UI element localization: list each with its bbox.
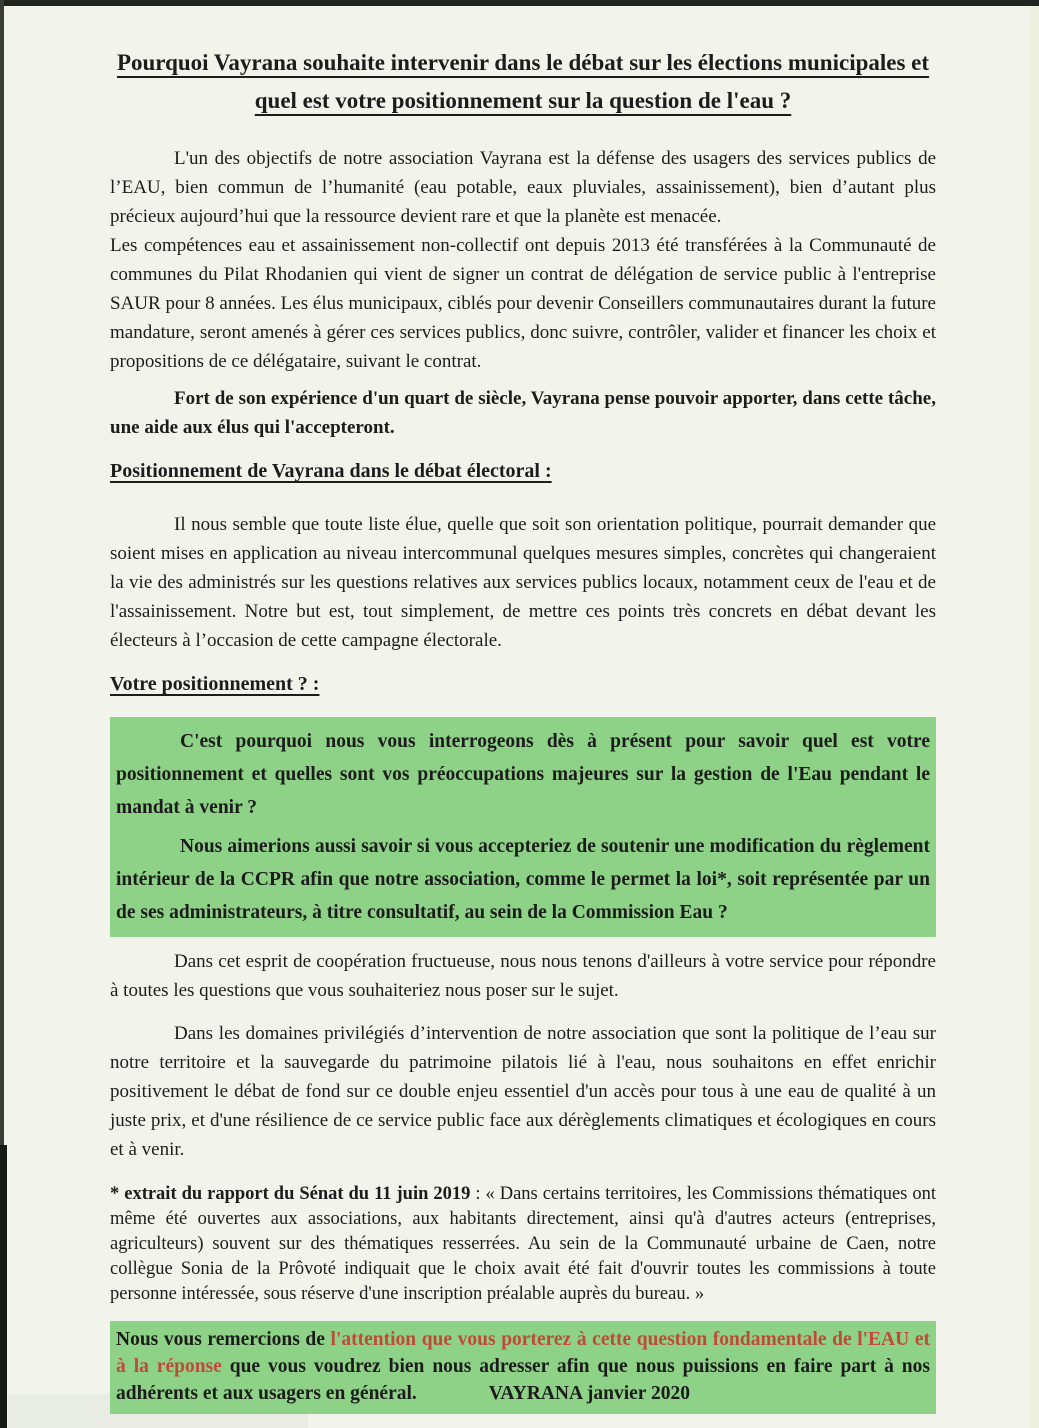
signature: VAYRANA janvier 2020 (488, 1383, 690, 1404)
paragraph-question-reglement: Nous aimerions aussi savoir si vous accepteriez de soutenir une modification du règlement intérieur de la CCPR afin que notre association, comme le permet la loi*, soit représentée par un de ses administrateurs, à titre consultatif, au sein de la Commission Eau ? (116, 836, 930, 923)
paragraph-liste-elue: Il nous semble que toute liste élue, quelle que soit son orientation politique, pourrait demander que soient mises en application au niveau intercommunal quelques mesures simples, concrètes qui changeraient la vie des administrés sur les questions relatives aux services publics locaux, notamment ceux de l'eau et de l'assainissement. Notre but est, tout simplement, de mettre ces points très concrets en débat devant les électeurs à l’occasion de cette campagne électorale. (110, 514, 936, 651)
document-title: Pourquoi Vayrana souhaite intervenir dans le débat sur les élections municipales et quel est votre positionnement sur la question de l'eau ? (116, 50, 930, 113)
scan-edge-left-bottom (0, 1145, 7, 1428)
paragraph-experience: Fort de son expérience d'un quart de siècle, Vayrana pense pouvoir apporter, dans cette tâche, une aide aux élus qui l'accepteront. (110, 388, 936, 438)
paragraph-closing (116, 1326, 930, 1407)
paragraph-question-positionnement: C'est pourquoi nous vous interrogeons dès à présent pour savoir quel est votre positionnement et quelles sont vos préoccupations majeures sur la gestion de l'Eau pendant le mandat à venir ? (116, 731, 930, 818)
footnote-lead: * extrait du rapport du Sénat du 11 juin 2019 (110, 1184, 471, 1204)
paragraph-cooperation: Dans cet esprit de coopération fructueuse, nous nous tenons d'ailleurs à votre service pour répondre à toutes les questions que vous souhaiteriez nous poser sur le sujet. (110, 951, 936, 1001)
closing-text-start: Nous vous remercions de (116, 1329, 331, 1350)
footnote-body: : « Dans certains territoires, les Commissions thématiques ont même été ouvertes aux associations, aux habitants directement, ainsi qu'à d'autres acteurs (entreprises, agriculteurs) souvent sur des thématiques resserrées. Au sein de la Communauté urbaine de Caen, notre collègue Sonia de la Prôvoté indiquait que le choix avait été fait d'ouvrir toutes les commissions à toute personne intéressée, sous réserve d'une inscription préalable auprès du bureau. » (110, 1184, 936, 1304)
closing-red-emphasis: l'attention que vous porterez à cette question fondamentale de l'EAU et à la réponse (116, 1329, 930, 1377)
paragraph-intro: L'un des objectifs de notre association Vayrana est la défense des usagers des services publics de l’EAU, bien commun de l’humanité (eau potable, eaux pluviales, assainissement), bien d’autant plus précieux aujourd’hui que la ressource devient rare et que la planète est menacée. (110, 148, 936, 227)
paragraph-domaines: Dans les domaines privilégiés d’intervention de notre association que sont la politique de l’eau sur notre territoire et la sauvegarde du patrimoine pilatois lié à l'eau, nous souhaitons en effet enrichir positivement le débat de fond sur ce double enjeu essentiel d'un accès pour tous à une eau de qualité à un juste prix, et d'une résilience de ce service public face aux dérèglements climatiques et écologiques en cours et à venir. (110, 1023, 936, 1160)
footnote-senat (110, 1182, 936, 1307)
heading-votre-positionnement: Votre positionnement ? : (110, 673, 320, 695)
highlight-block-questions (110, 717, 936, 937)
highlight-block-closing (110, 1321, 936, 1414)
document-content (110, 0, 936, 1414)
paragraph-competences: Les compétences eau et assainissement non-collectif ont depuis 2013 été transférées à la Communauté de communes du Pilat Rhodanien qui vient de signer un contrat de délégation de service public à l'entreprise SAUR pour 8 années. Les élus municipaux, ciblés pour devenir Conseillers communautaires durant la future mandature, seront amenés à gérer ces services publics, donc suivre, contrôler, valider et financer les choix et propositions de ce délégataire, suivant le contrat. (110, 235, 936, 372)
closing-text-end: que vous voudrez bien nous adresser afin que nous puissions en faire part à nos adhérents et aux usagers en général. (116, 1356, 930, 1404)
heading-positionnement-vayrana: Positionnement de Vayrana dans le débat électoral : (110, 460, 552, 482)
scan-edge-right (1030, 6, 1039, 1428)
